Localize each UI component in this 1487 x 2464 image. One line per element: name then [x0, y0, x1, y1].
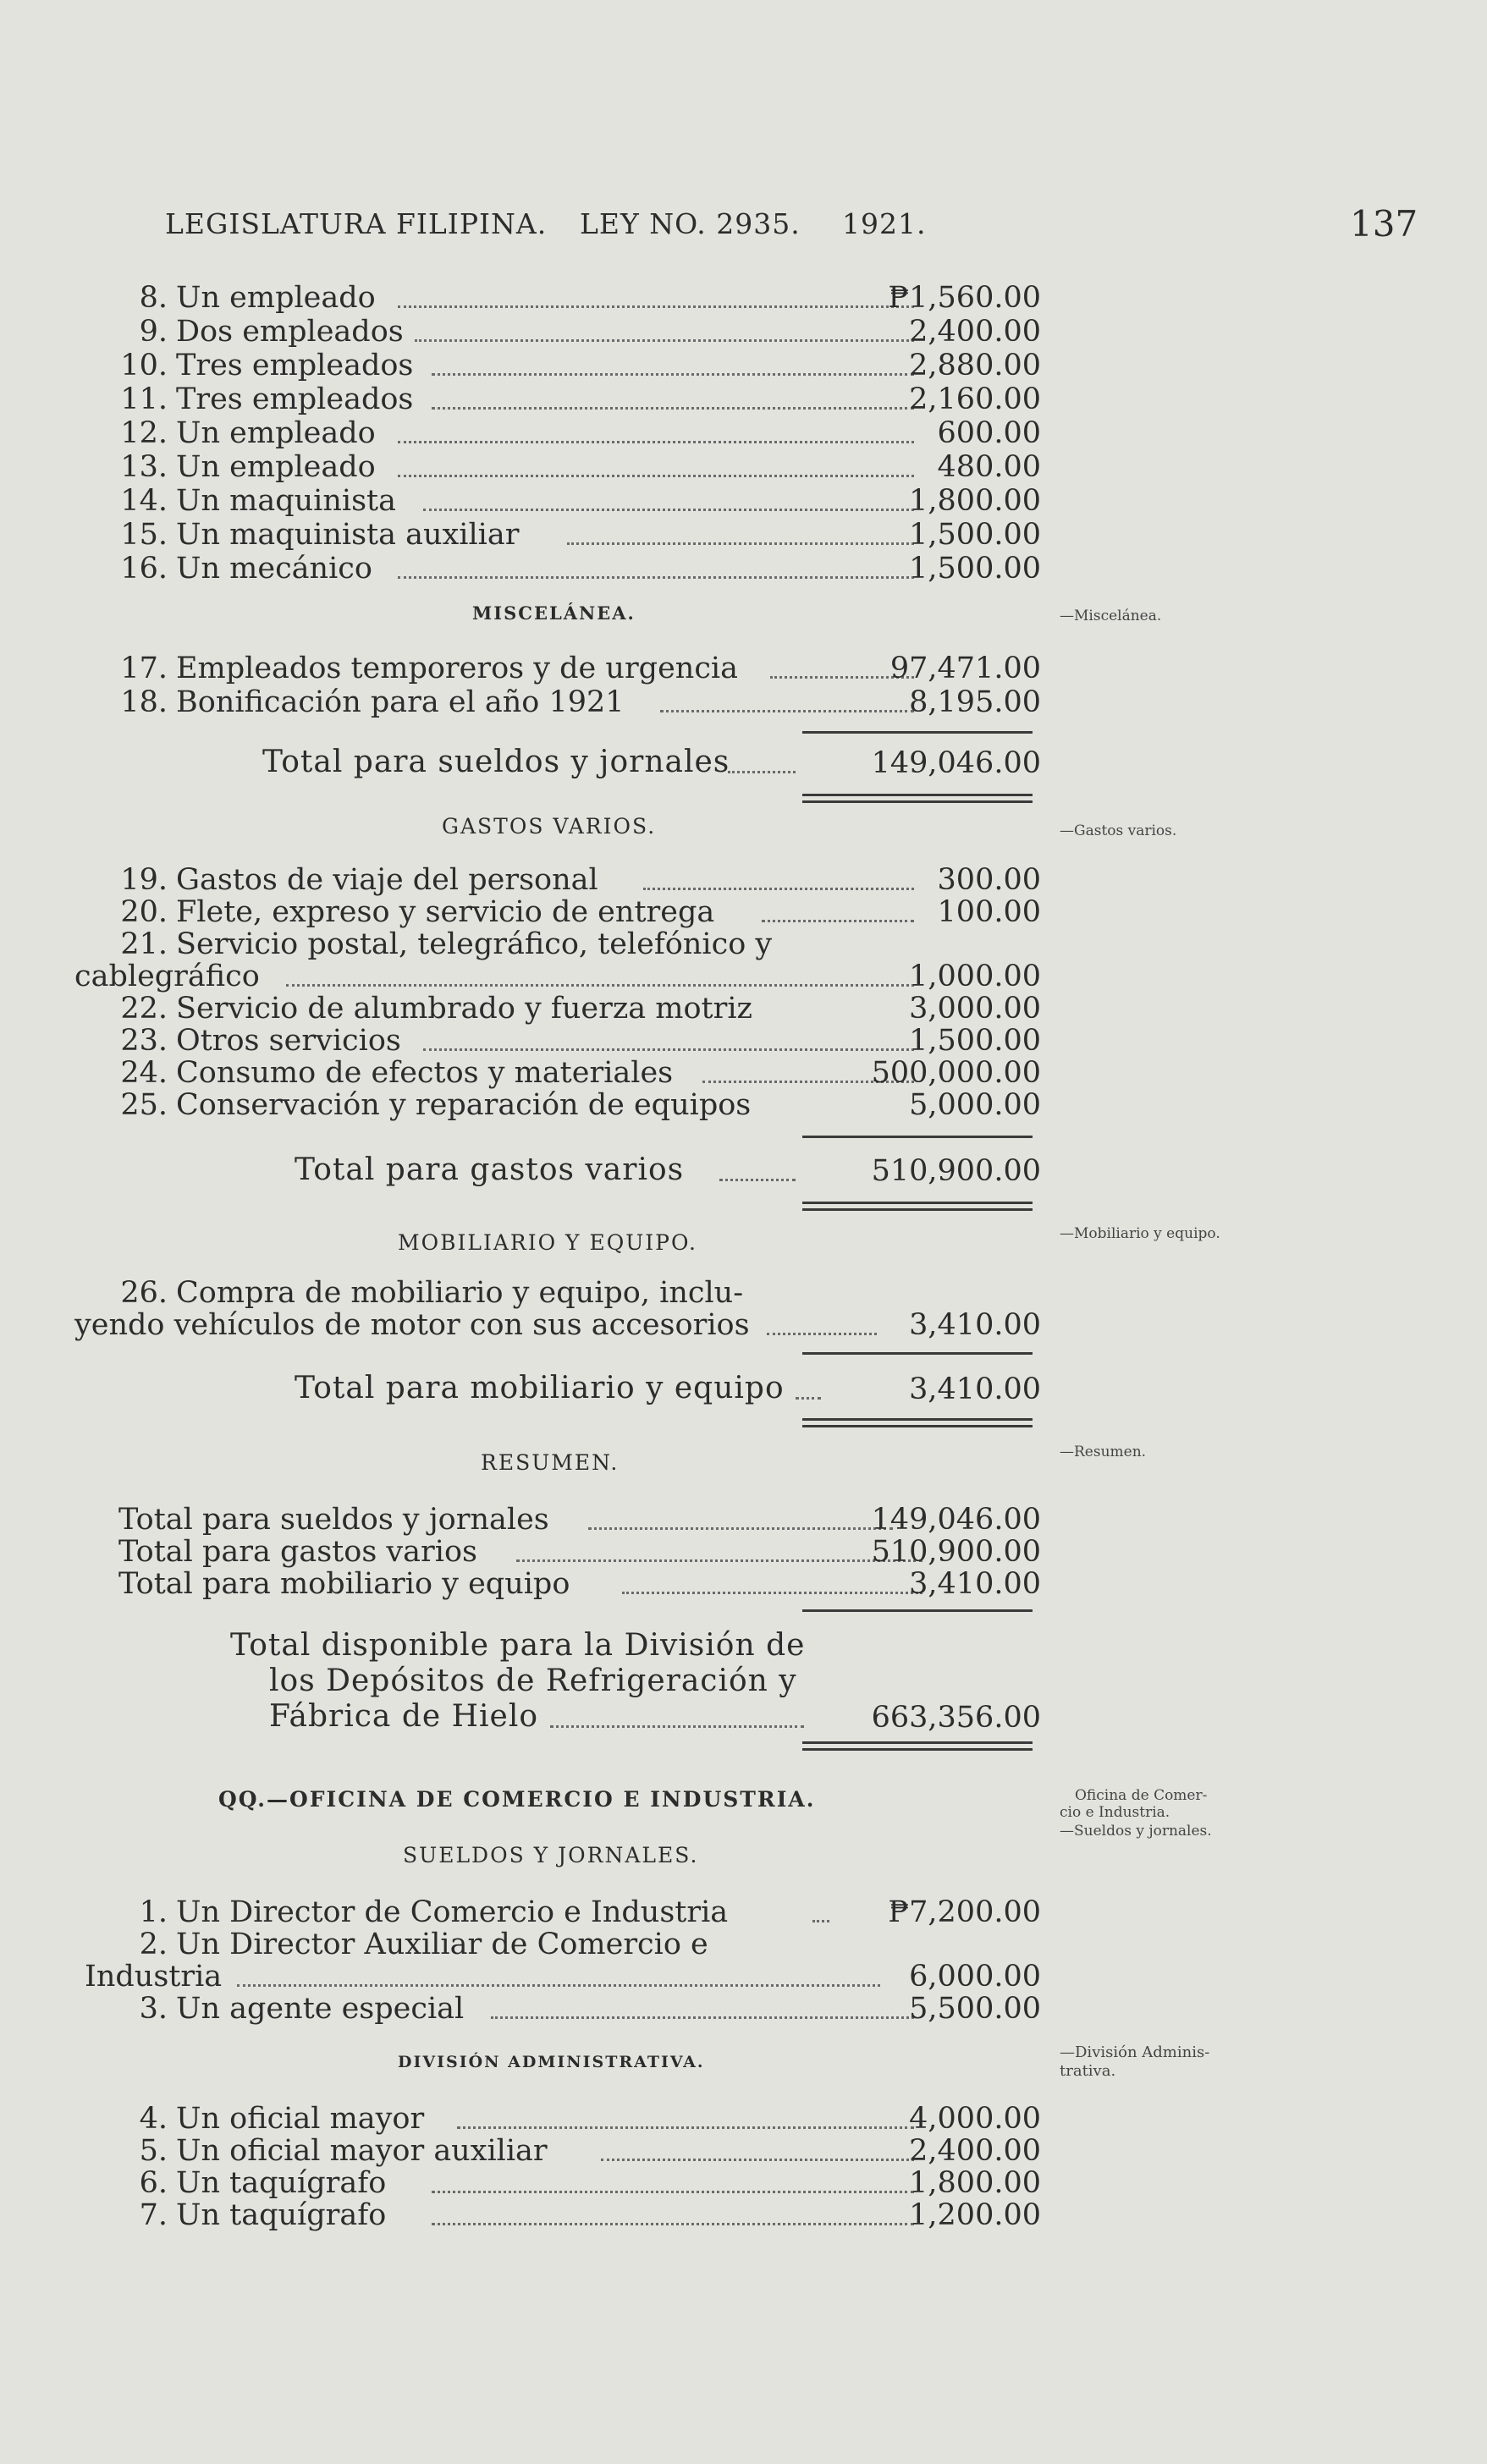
- section-heading-qq: QQ.—OFICINA DE COMERCIO E INDUSTRIA.: [218, 1787, 816, 1812]
- item-number: 5.: [139, 2134, 168, 2168]
- double-rule: [802, 1418, 1033, 1427]
- item-label: Un oficial mayor: [176, 2102, 425, 2136]
- item-label: Empleados temporeros y de urgencia: [176, 652, 738, 685]
- item-amount: 480.00: [937, 450, 1041, 484]
- line-item: [118, 2166, 1041, 2200]
- item-label: Servicio postal, telegráfico, telefónico y: [176, 927, 773, 961]
- item-amount: 100.00: [937, 895, 1041, 929]
- sum-rule: [802, 1352, 1033, 1355]
- item-label: Un taquígrafo: [176, 2166, 387, 2200]
- margin-note-miscelanea: —Miscelánea.: [1060, 608, 1162, 624]
- item-number: 18.: [120, 685, 168, 719]
- item-amount: 600.00: [937, 416, 1041, 450]
- summary-line: [118, 1503, 1041, 1537]
- line-item: [118, 895, 1041, 929]
- margin-note-division-2: trativa.: [1060, 2062, 1116, 2080]
- item-label-cont: yendo vehículos de motor con sus accesorios: [74, 1308, 750, 1342]
- line-item: [118, 416, 1041, 450]
- line-item: [118, 382, 1041, 416]
- leader-dots: [719, 1179, 796, 1181]
- item-label: Servicio de alumbrado y fuerza motriz: [176, 992, 752, 1026]
- summary-label: Total para gastos varios: [118, 1535, 477, 1569]
- leader-dots: [567, 542, 914, 545]
- line-item: [118, 1024, 1041, 1058]
- line-item: [118, 315, 1041, 349]
- item-number: 19.: [120, 863, 168, 897]
- item-label: Bonificación para el año 1921: [176, 685, 625, 719]
- item-label: Un maquinista: [176, 484, 396, 518]
- line-item: [118, 2102, 1041, 2136]
- summary-amount: 3,410.00: [909, 1567, 1041, 1601]
- item-amount: 1,000.00: [909, 960, 1041, 993]
- item-number: 23.: [120, 1024, 168, 1058]
- margin-note-mobiliario: —Mobiliario y equipo.: [1060, 1225, 1220, 1242]
- leader-dots: [398, 441, 914, 443]
- margin-note-gastos: —Gastos varios.: [1060, 822, 1177, 839]
- leader-dots: [432, 373, 914, 376]
- item-label-cont: cablegráfico: [74, 960, 260, 993]
- item-number: 10.: [120, 349, 168, 382]
- leader-dots: [286, 984, 914, 987]
- item-number: 9.: [139, 315, 168, 349]
- item-label: Un empleado: [176, 416, 376, 450]
- item-amount: 1,500.00: [909, 518, 1041, 552]
- line-item: [118, 863, 1041, 897]
- leader-dots: [812, 1920, 829, 1922]
- leader-dots: [398, 475, 914, 477]
- item-amount: 3,000.00: [909, 992, 1041, 1026]
- item-amount: 1,200.00: [909, 2198, 1041, 2232]
- sum-rule: [802, 1609, 1033, 1612]
- item-number: 11.: [120, 382, 168, 416]
- line-item: [118, 652, 1041, 685]
- margin-note-resumen: —Resumen.: [1060, 1444, 1147, 1460]
- law-number: LEY NO. 2935.: [580, 207, 801, 240]
- leader-dots: [728, 771, 796, 773]
- item-label: Un Director de Comercio e Industria: [176, 1895, 729, 1929]
- margin-note-qq-2: cio e Industria.: [1060, 1804, 1170, 1821]
- item-number: 6.: [139, 2166, 168, 2200]
- total-row: [719, 1154, 1041, 1188]
- item-label: Un Director Auxiliar de Comercio e: [176, 1928, 708, 1961]
- leader-dots: [398, 305, 914, 308]
- line-item-continuation: [74, 960, 1041, 993]
- leader-dots: [660, 710, 914, 712]
- item-label: Consumo de efectos y materiales: [176, 1056, 674, 1090]
- grand-total-label-1: Total disponible para la División de: [230, 1628, 806, 1663]
- total-row: [542, 1701, 1041, 1735]
- line-item-continuation: [85, 1960, 1041, 1994]
- line-item: [118, 1056, 1041, 1090]
- line-item: [118, 349, 1041, 382]
- leader-dots: [762, 920, 914, 922]
- item-amount: 1,500.00: [909, 552, 1041, 586]
- item-amount: 4,000.00: [909, 2102, 1041, 2136]
- line-item: [118, 1928, 1041, 1961]
- item-number: 22.: [120, 992, 168, 1026]
- leader-dots: [643, 888, 914, 890]
- item-amount: 1,800.00: [909, 484, 1041, 518]
- item-amount: 97,471.00: [889, 652, 1041, 685]
- item-amount: 5,000.00: [909, 1088, 1041, 1122]
- total-gastos-label: Total para gastos varios: [295, 1152, 685, 1187]
- item-number: 21.: [120, 927, 168, 961]
- section-heading-resumen: RESUMEN.: [481, 1450, 620, 1475]
- item-label: Un oficial mayor auxiliar: [176, 2134, 548, 2168]
- item-number: 24.: [120, 1056, 168, 1090]
- total-row: [779, 1372, 1041, 1406]
- item-amount: 5,500.00: [909, 1992, 1041, 2026]
- item-label: Otros servicios: [176, 1024, 401, 1058]
- summary-line: [118, 1567, 1041, 1601]
- leader-dots: [622, 1592, 922, 1594]
- line-item: [118, 2198, 1041, 2232]
- total-sueldos-label: Total para sueldos y jornales: [262, 745, 730, 779]
- item-number: 1.: [139, 1895, 168, 1929]
- summary-label: Total para sueldos y jornales: [118, 1503, 549, 1537]
- leader-dots: [432, 2191, 914, 2193]
- item-number: 7.: [139, 2198, 168, 2232]
- double-rule: [802, 1202, 1033, 1211]
- section-heading-division: DIVISIÓN ADMINISTRATIVA.: [398, 2053, 705, 2071]
- item-label: Flete, expreso y servicio de entrega: [176, 895, 715, 929]
- item-amount: 500,000.00: [871, 1056, 1041, 1090]
- item-number: 12.: [120, 416, 168, 450]
- line-item: [118, 552, 1041, 586]
- line-item: [118, 1088, 1041, 1122]
- leader-dots: [398, 576, 914, 579]
- margin-note-qq-3: —Sueldos y jornales.: [1060, 1823, 1212, 1840]
- summary-amount: 510,900.00: [871, 1535, 1041, 1569]
- total-mobiliario-amount: 3,410.00: [909, 1372, 1041, 1406]
- margin-note-qq-1: Oficina de Comer-: [1075, 1787, 1208, 1804]
- double-rule: [802, 1741, 1033, 1751]
- item-amount: 2,400.00: [909, 2134, 1041, 2168]
- section-heading-mobiliario: MOBILIARIO Y EQUIPO.: [398, 1230, 697, 1255]
- line-item: [118, 450, 1041, 484]
- margin-note-division-1: —División Adminis-: [1060, 2043, 1210, 2061]
- total-mobiliario-label: Total para mobiliario y equipo: [295, 1371, 785, 1405]
- leader-dots: [457, 2126, 914, 2129]
- total-gastos-amount: 510,900.00: [871, 1154, 1041, 1188]
- item-number: 8.: [139, 281, 168, 315]
- running-title: LEGISLATURA FILIPINA.: [165, 207, 548, 240]
- item-label: Un taquígrafo: [176, 2198, 387, 2232]
- line-item: [118, 1276, 1041, 1310]
- item-amount: 6,000.00: [909, 1960, 1041, 1994]
- leader-dots: [550, 1725, 804, 1728]
- item-label: Un empleado: [176, 450, 376, 484]
- line-item: [118, 927, 1041, 961]
- leader-dots: [491, 2016, 914, 2019]
- leader-dots: [423, 509, 914, 511]
- item-amount: 2,160.00: [909, 382, 1041, 416]
- line-item: [118, 1992, 1041, 2026]
- item-label: Compra de mobiliario y equipo, inclu-: [176, 1276, 744, 1310]
- item-amount: 2,880.00: [909, 349, 1041, 382]
- item-amount: 8,195.00: [909, 685, 1041, 719]
- total-sueldos-amount: 149,046.00: [871, 746, 1041, 780]
- item-amount: ₱1,560.00: [888, 281, 1041, 315]
- total-row: [728, 746, 1041, 780]
- section-heading-gastos: GASTOS VARIOS.: [442, 814, 657, 839]
- grand-total-label-3: Fábrica de Hielo: [269, 1699, 539, 1734]
- leader-dots: [432, 407, 914, 410]
- summary-label: Total para mobiliario y equipo: [118, 1567, 570, 1601]
- item-number: 25.: [120, 1088, 168, 1122]
- summary-amount: 149,046.00: [871, 1503, 1041, 1537]
- leader-dots: [796, 1397, 821, 1400]
- header-year: 1921.: [842, 207, 927, 240]
- grand-total-amount: 663,356.00: [871, 1701, 1041, 1735]
- double-rule: [802, 794, 1033, 803]
- item-label: Un empleado: [176, 281, 376, 315]
- grand-total-label-2: los Depósitos de Refrigeración y: [269, 1664, 797, 1698]
- item-amount: 300.00: [937, 863, 1041, 897]
- leader-dots: [432, 2223, 914, 2225]
- item-number: 14.: [120, 484, 168, 518]
- page-number: 137: [1350, 203, 1418, 245]
- leader-dots: [767, 1333, 877, 1335]
- item-number: 17.: [120, 652, 168, 685]
- line-item-continuation: [74, 1308, 1041, 1342]
- item-amount: ₱7,200.00: [888, 1895, 1041, 1929]
- item-amount: 1,800.00: [909, 2166, 1041, 2200]
- leader-dots: [516, 1559, 922, 1562]
- item-number: 20.: [120, 895, 168, 929]
- leader-dots: [237, 1984, 880, 1987]
- item-label: Dos empleados: [176, 315, 404, 349]
- leader-dots: [415, 339, 914, 342]
- line-item: [118, 281, 1041, 315]
- leader-dots: [588, 1527, 893, 1530]
- section-heading-sueldos: SUELDOS Y JORNALES.: [403, 1843, 699, 1867]
- item-number: 15.: [120, 518, 168, 552]
- line-item: [118, 1895, 1041, 1929]
- item-number: 13.: [120, 450, 168, 484]
- summary-line: [118, 1535, 1041, 1569]
- leader-dots: [601, 2159, 914, 2161]
- item-number: 3.: [139, 1992, 168, 2026]
- sum-rule: [802, 731, 1033, 734]
- item-label: Un agente especial: [176, 1992, 465, 2026]
- item-label: Conservación y reparación de equipos: [176, 1088, 752, 1122]
- item-amount: 3,410.00: [909, 1308, 1041, 1342]
- item-number: 26.: [120, 1276, 168, 1310]
- sum-rule: [802, 1136, 1033, 1138]
- section-heading-miscelanea: MISCELÁNEA.: [472, 602, 636, 624]
- item-label: Un maquinista auxiliar: [176, 518, 520, 552]
- item-amount: 2,400.00: [909, 315, 1041, 349]
- item-label-cont: Industria: [85, 1960, 223, 1994]
- item-amount: 1,500.00: [909, 1024, 1041, 1058]
- leader-dots: [423, 1048, 914, 1051]
- line-item: [118, 685, 1041, 719]
- item-label: Tres empleados: [176, 382, 414, 416]
- line-item: [118, 484, 1041, 518]
- item-label: Gastos de viaje del personal: [176, 863, 598, 897]
- item-number: 16.: [120, 552, 168, 586]
- line-item: [118, 992, 1041, 1026]
- item-label: Un mecánico: [176, 552, 372, 586]
- item-label: Tres empleados: [176, 349, 414, 382]
- item-number: 2.: [139, 1928, 168, 1961]
- line-item: [118, 2134, 1041, 2168]
- item-number: 4.: [139, 2102, 168, 2136]
- line-item: [118, 518, 1041, 552]
